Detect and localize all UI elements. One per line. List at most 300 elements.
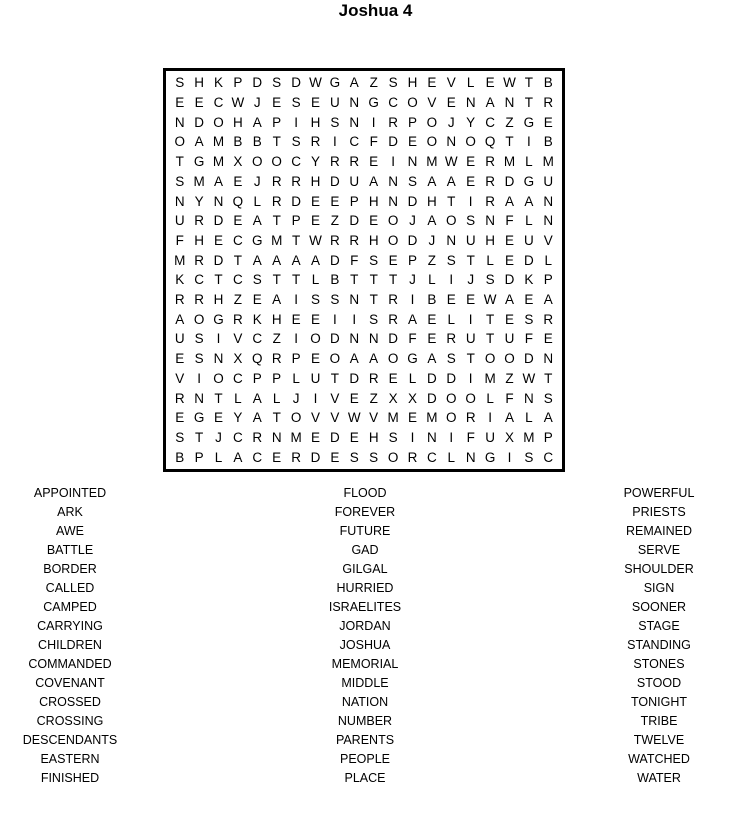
grid-letter[interactable]: S <box>175 429 185 445</box>
grid-letter[interactable]: I <box>449 272 454 288</box>
grid-letter[interactable]: E <box>466 173 476 189</box>
grid-letter[interactable]: I <box>468 370 473 386</box>
grid-letter[interactable]: M <box>523 429 535 445</box>
grid-letter[interactable]: H <box>310 114 321 130</box>
grid-letter[interactable]: B <box>543 134 553 150</box>
grid-letter[interactable]: C <box>543 449 554 465</box>
grid-letter[interactable]: T <box>524 75 534 91</box>
grid-letter[interactable]: S <box>272 75 282 91</box>
grid-letter[interactable]: F <box>505 390 514 406</box>
grid-letter[interactable]: D <box>213 252 224 268</box>
grid-letter[interactable]: N <box>543 193 554 209</box>
grid-letter[interactable]: S <box>446 351 456 367</box>
grid-letter[interactable]: T <box>194 429 204 445</box>
grid-letter[interactable]: C <box>349 134 360 150</box>
grid-letter[interactable]: O <box>387 449 399 465</box>
grid-letter[interactable]: N <box>427 429 437 445</box>
grid-letter[interactable]: L <box>292 370 300 386</box>
grid-letter[interactable]: E <box>233 213 243 229</box>
grid-letter[interactable]: O <box>426 134 438 150</box>
grid-letter[interactable]: X <box>504 429 514 445</box>
grid-letter[interactable]: C <box>485 114 495 130</box>
grid-letter[interactable]: E <box>194 95 204 111</box>
grid-letter[interactable]: N <box>543 351 554 367</box>
grid-letter[interactable]: S <box>330 114 340 130</box>
grid-letter[interactable]: G <box>523 173 535 189</box>
grid-letter[interactable]: A <box>369 173 379 189</box>
grid-letter[interactable]: H <box>368 232 379 248</box>
grid-letter[interactable]: N <box>271 429 282 445</box>
grid-letter[interactable]: G <box>193 154 205 170</box>
grid-letter[interactable]: U <box>465 232 476 248</box>
grid-letter[interactable]: B <box>175 449 185 465</box>
grid-letter[interactable]: I <box>352 311 357 327</box>
grid-letter[interactable]: T <box>233 252 243 268</box>
grid-letter[interactable]: H <box>407 75 418 91</box>
grid-letter[interactable]: W <box>483 292 497 308</box>
grid-letter[interactable]: M <box>426 410 438 426</box>
grid-letter[interactable]: O <box>465 134 476 150</box>
grid-letter[interactable]: G <box>213 311 224 327</box>
grid-letter[interactable]: B <box>233 134 243 150</box>
grid-letter[interactable]: N <box>194 390 204 406</box>
grid-letter[interactable]: T <box>291 232 301 248</box>
grid-letter[interactable]: B <box>427 292 437 308</box>
grid-letter[interactable]: E <box>310 351 320 367</box>
grid-letter[interactable]: I <box>449 429 454 445</box>
grid-letter[interactable]: Q <box>232 193 244 209</box>
grid-letter[interactable]: S <box>291 134 301 150</box>
grid-letter[interactable]: E <box>272 95 282 111</box>
grid-letter[interactable]: R <box>174 390 185 406</box>
grid-letter[interactable]: U <box>543 173 554 189</box>
grid-letter[interactable]: U <box>349 173 360 189</box>
grid-letter[interactable]: E <box>504 311 514 327</box>
grid-letter[interactable]: R <box>543 95 554 111</box>
grid-letter[interactable]: E <box>175 410 185 426</box>
grid-letter[interactable]: N <box>368 331 379 347</box>
grid-letter[interactable]: E <box>369 154 379 170</box>
grid-letter[interactable]: Z <box>505 370 514 386</box>
grid-letter[interactable]: O <box>271 154 282 170</box>
grid-letter[interactable]: J <box>428 232 436 248</box>
grid-letter[interactable]: R <box>271 173 282 189</box>
grid-letter[interactable]: K <box>524 272 534 288</box>
grid-letter[interactable]: C <box>233 429 243 445</box>
grid-letter[interactable]: A <box>252 114 262 130</box>
grid-letter[interactable]: R <box>233 311 243 327</box>
grid-letter[interactable]: R <box>485 193 495 209</box>
grid-letter[interactable]: C <box>213 95 224 111</box>
grid-letter[interactable]: M <box>174 252 186 268</box>
grid-letter[interactable]: P <box>543 272 553 288</box>
grid-letter[interactable]: R <box>485 173 495 189</box>
grid-letter[interactable]: F <box>408 331 417 347</box>
grid-letter[interactable]: S <box>349 449 359 465</box>
grid-letter[interactable]: I <box>216 331 221 347</box>
grid-letter[interactable]: V <box>233 331 243 347</box>
grid-letter[interactable]: H <box>485 232 495 248</box>
grid-letter[interactable]: K <box>213 75 223 91</box>
grid-letter[interactable]: U <box>310 370 321 386</box>
grid-letter[interactable]: M <box>387 410 399 426</box>
grid-letter[interactable]: S <box>388 429 398 445</box>
grid-letter[interactable]: T <box>524 95 534 111</box>
grid-letter[interactable]: O <box>387 351 399 367</box>
grid-letter[interactable]: D <box>330 331 340 347</box>
grid-letter[interactable]: O <box>213 114 224 130</box>
grid-letter[interactable]: A <box>272 292 282 308</box>
grid-letter[interactable]: E <box>330 449 340 465</box>
grid-letter[interactable]: T <box>369 272 378 288</box>
grid-letter[interactable]: V <box>543 232 553 248</box>
grid-letter[interactable]: S <box>369 311 379 327</box>
grid-letter[interactable]: O <box>426 114 438 130</box>
grid-letter[interactable]: A <box>252 213 262 229</box>
grid-letter[interactable]: H <box>194 232 204 248</box>
grid-letter[interactable]: J <box>467 272 475 288</box>
grid-letter[interactable]: L <box>408 370 417 386</box>
grid-letter[interactable]: E <box>427 331 437 347</box>
grid-letter[interactable]: E <box>504 232 514 248</box>
grid-letter[interactable]: U <box>524 232 534 248</box>
grid-letter[interactable]: N <box>174 114 185 130</box>
grid-letter[interactable]: R <box>291 449 301 465</box>
grid-letter[interactable]: A <box>349 351 359 367</box>
grid-letter[interactable]: E <box>407 410 417 426</box>
grid-letter[interactable]: F <box>369 134 378 150</box>
grid-letter[interactable]: N <box>349 331 360 347</box>
grid-letter[interactable]: I <box>371 114 376 130</box>
grid-letter[interactable]: N <box>407 154 418 170</box>
grid-letter[interactable]: S <box>252 272 262 288</box>
grid-letter[interactable]: R <box>271 193 282 209</box>
grid-letter[interactable]: E <box>427 75 437 91</box>
grid-letter[interactable]: R <box>446 331 457 347</box>
grid-letter[interactable]: R <box>407 449 418 465</box>
grid-letter[interactable]: A <box>407 311 417 327</box>
grid-letter[interactable]: L <box>447 311 456 327</box>
grid-letter[interactable]: O <box>290 410 302 426</box>
grid-letter[interactable]: T <box>272 134 281 150</box>
grid-letter[interactable]: D <box>388 134 398 150</box>
grid-letter[interactable]: J <box>253 173 261 189</box>
grid-letter[interactable]: A <box>543 292 553 308</box>
grid-letter[interactable]: Z <box>427 252 437 268</box>
grid-letter[interactable]: T <box>330 370 340 386</box>
grid-letter[interactable]: L <box>525 154 533 170</box>
grid-letter[interactable]: R <box>194 252 204 268</box>
grid-letter[interactable]: S <box>194 351 204 367</box>
grid-letter[interactable]: Y <box>310 154 320 170</box>
grid-letter[interactable]: D <box>524 351 534 367</box>
grid-letter[interactable]: N <box>349 95 360 111</box>
grid-letter[interactable]: F <box>350 252 359 268</box>
grid-letter[interactable]: I <box>410 429 415 445</box>
grid-letter[interactable]: D <box>427 390 437 406</box>
grid-letter[interactable]: M <box>290 429 302 445</box>
grid-letter[interactable]: A <box>291 252 301 268</box>
grid-letter[interactable]: N <box>349 114 360 130</box>
grid-letter[interactable]: E <box>388 370 398 386</box>
grid-letter[interactable]: D <box>330 252 340 268</box>
grid-letter[interactable]: E <box>369 213 379 229</box>
grid-letter[interactable]: D <box>330 173 340 189</box>
grid-letter[interactable]: B <box>252 134 262 150</box>
grid-letter[interactable]: E <box>427 311 437 327</box>
grid-letter[interactable]: S <box>330 292 340 308</box>
grid-letter[interactable]: A <box>427 351 437 367</box>
grid-letter[interactable]: G <box>407 351 418 367</box>
grid-letter[interactable]: X <box>407 390 417 406</box>
grid-letter[interactable]: P <box>291 351 301 367</box>
grid-letter[interactable]: D <box>446 370 457 386</box>
grid-letter[interactable]: P <box>233 75 243 91</box>
grid-letter[interactable]: R <box>271 351 282 367</box>
grid-letter[interactable]: T <box>485 331 495 347</box>
grid-letter[interactable]: I <box>313 390 318 406</box>
grid-letter[interactable]: C <box>427 449 437 465</box>
grid-letter[interactable]: R <box>310 134 321 150</box>
grid-letter[interactable]: U <box>465 331 476 347</box>
grid-letter[interactable]: J <box>409 213 416 229</box>
grid-letter[interactable]: L <box>253 193 262 209</box>
grid-letter[interactable]: S <box>291 95 301 111</box>
grid-letter[interactable]: W <box>231 95 245 111</box>
grid-letter[interactable]: R <box>291 173 301 189</box>
grid-letter[interactable]: O <box>446 410 457 426</box>
grid-letter[interactable]: Z <box>369 75 378 91</box>
grid-letter[interactable]: E <box>466 292 476 308</box>
grid-letter[interactable]: O <box>465 390 476 406</box>
grid-letter[interactable]: A <box>349 75 359 91</box>
grid-letter[interactable]: M <box>193 173 205 189</box>
grid-letter[interactable]: Q <box>484 134 496 150</box>
grid-letter[interactable]: R <box>349 232 360 248</box>
grid-letter[interactable]: D <box>504 173 515 189</box>
grid-letter[interactable]: S <box>543 390 553 406</box>
grid-letter[interactable]: V <box>330 390 340 406</box>
grid-letter[interactable]: Z <box>369 390 378 406</box>
grid-letter[interactable]: E <box>388 252 398 268</box>
grid-letter[interactable]: W <box>309 232 322 248</box>
grid-letter[interactable]: H <box>368 429 379 445</box>
grid-letter[interactable]: R <box>330 154 340 170</box>
grid-letter[interactable]: S <box>175 75 185 91</box>
grid-letter[interactable]: T <box>505 134 514 150</box>
grid-letter[interactable]: M <box>503 154 516 170</box>
grid-letter[interactable]: P <box>194 449 204 465</box>
grid-letter[interactable]: N <box>465 95 476 111</box>
grid-letter[interactable]: Z <box>272 331 281 347</box>
grid-letter[interactable]: R <box>388 114 398 130</box>
grid-letter[interactable]: I <box>333 311 337 327</box>
grid-letter[interactable]: E <box>252 292 262 308</box>
grid-letter[interactable]: T <box>272 213 281 229</box>
grid-letter[interactable]: M <box>542 154 554 170</box>
word-search-grid[interactable] <box>163 68 565 472</box>
grid-letter[interactable]: T <box>466 351 475 367</box>
grid-letter[interactable]: T <box>388 272 398 288</box>
grid-letter[interactable]: G <box>252 232 263 248</box>
grid-letter[interactable]: E <box>543 331 553 347</box>
grid-letter[interactable]: O <box>329 351 341 367</box>
grid-letter[interactable]: I <box>468 311 473 327</box>
grid-letter[interactable]: T <box>485 311 495 327</box>
grid-letter[interactable]: S <box>369 252 379 268</box>
grid-letter[interactable]: N <box>446 232 457 248</box>
grid-letter[interactable]: R <box>330 232 340 248</box>
grid-letter[interactable]: L <box>234 390 242 406</box>
grid-letter[interactable]: D <box>291 193 301 209</box>
grid-letter[interactable]: E <box>330 193 340 209</box>
grid-letter[interactable]: P <box>349 193 359 209</box>
grid-letter[interactable]: V <box>369 410 379 426</box>
grid-letter[interactable]: C <box>194 272 204 288</box>
grid-letter[interactable]: E <box>466 154 476 170</box>
grid-letter[interactable]: A <box>175 311 185 327</box>
grid-letter[interactable]: B <box>330 272 340 288</box>
grid-letter[interactable]: E <box>175 95 185 111</box>
grid-letter[interactable]: O <box>407 95 418 111</box>
grid-letter[interactable]: G <box>523 114 535 130</box>
grid-letter[interactable]: T <box>214 272 223 288</box>
grid-letter[interactable]: P <box>407 252 417 268</box>
grid-letter[interactable]: S <box>310 292 320 308</box>
grid-letter[interactable]: E <box>233 173 243 189</box>
grid-letter[interactable]: W <box>522 370 536 386</box>
grid-letter[interactable]: T <box>544 370 553 386</box>
grid-letter[interactable]: D <box>252 75 263 91</box>
grid-letter[interactable]: C <box>291 154 301 170</box>
grid-letter[interactable]: R <box>465 410 476 426</box>
grid-letter[interactable]: A <box>504 410 514 426</box>
grid-letter[interactable]: D <box>310 449 321 465</box>
grid-letter[interactable]: E <box>504 252 514 268</box>
grid-letter[interactable]: D <box>194 114 204 130</box>
grid-letter[interactable]: V <box>310 410 320 426</box>
grid-letter[interactable]: H <box>194 75 204 91</box>
grid-letter[interactable]: L <box>525 213 533 229</box>
grid-letter[interactable]: Z <box>330 213 340 229</box>
grid-letter[interactable]: R <box>388 311 398 327</box>
grid-letter[interactable]: A <box>252 390 262 406</box>
grid-letter[interactable]: H <box>213 292 224 308</box>
grid-letter[interactable]: D <box>349 370 360 386</box>
grid-letter[interactable]: O <box>446 213 457 229</box>
grid-letter[interactable]: I <box>333 134 337 150</box>
grid-letter[interactable]: L <box>214 449 223 465</box>
grid-letter[interactable]: X <box>233 154 243 170</box>
grid-letter[interactable]: J <box>409 272 416 288</box>
grid-letter[interactable]: P <box>407 114 417 130</box>
grid-letter[interactable]: J <box>253 95 261 111</box>
grid-letter[interactable]: R <box>543 311 554 327</box>
grid-letter[interactable]: V <box>175 370 185 386</box>
grid-letter[interactable]: E <box>543 114 553 130</box>
grid-letter[interactable]: A <box>504 292 514 308</box>
grid-letter[interactable]: E <box>446 95 456 111</box>
grid-letter[interactable]: E <box>446 292 456 308</box>
grid-letter[interactable]: G <box>193 410 205 426</box>
grid-letter[interactable]: R <box>368 370 379 386</box>
grid-letter[interactable]: O <box>193 311 205 327</box>
grid-letter[interactable]: T <box>369 292 378 308</box>
grid-letter[interactable]: D <box>330 429 340 445</box>
grid-letter[interactable]: S <box>524 311 534 327</box>
grid-letter[interactable]: L <box>525 410 533 426</box>
grid-letter[interactable]: E <box>407 134 417 150</box>
grid-letter[interactable]: A <box>252 410 262 426</box>
grid-letter[interactable]: L <box>428 272 436 288</box>
grid-letter[interactable]: S <box>407 173 417 189</box>
grid-letter[interactable]: I <box>468 193 473 209</box>
grid-letter[interactable]: I <box>410 292 415 308</box>
grid-letter[interactable]: O <box>252 154 263 170</box>
grid-letter[interactable]: A <box>252 252 262 268</box>
grid-letter[interactable]: M <box>212 134 225 150</box>
grid-letter[interactable]: G <box>368 95 379 111</box>
grid-letter[interactable]: A <box>272 252 282 268</box>
grid-letter[interactable]: N <box>213 351 224 367</box>
grid-letter[interactable]: R <box>388 292 398 308</box>
grid-letter[interactable]: S <box>194 331 204 347</box>
grid-letter[interactable]: T <box>291 272 301 288</box>
grid-letter[interactable]: V <box>330 410 340 426</box>
grid-letter[interactable]: B <box>543 75 553 91</box>
grid-letter[interactable]: W <box>444 154 458 170</box>
grid-letter[interactable]: D <box>349 213 360 229</box>
grid-letter[interactable]: U <box>330 95 340 111</box>
grid-letter[interactable]: E <box>310 193 320 209</box>
grid-letter[interactable]: K <box>175 272 185 288</box>
grid-letter[interactable]: R <box>485 154 495 170</box>
grid-letter[interactable]: A <box>446 173 456 189</box>
grid-letter[interactable]: H <box>368 193 379 209</box>
grid-letter[interactable]: S <box>466 213 476 229</box>
grid-letter[interactable]: I <box>527 134 531 150</box>
grid-letter[interactable]: A <box>310 252 320 268</box>
grid-letter[interactable]: N <box>543 213 554 229</box>
grid-letter[interactable]: O <box>387 232 399 248</box>
grid-letter[interactable]: L <box>486 390 494 406</box>
grid-letter[interactable]: A <box>427 173 437 189</box>
grid-letter[interactable]: E <box>213 410 223 426</box>
grid-letter[interactable]: E <box>310 213 320 229</box>
grid-letter[interactable]: I <box>391 154 395 170</box>
grid-letter[interactable]: V <box>427 95 437 111</box>
grid-letter[interactable]: C <box>252 449 263 465</box>
grid-letter[interactable]: T <box>272 272 281 288</box>
grid-letter[interactable]: H <box>233 114 243 130</box>
grid-letter[interactable]: D <box>407 232 418 248</box>
grid-letter[interactable]: H <box>427 193 437 209</box>
grid-letter[interactable]: D <box>291 75 301 91</box>
grid-letter[interactable]: X <box>388 390 398 406</box>
grid-letter[interactable]: M <box>426 154 438 170</box>
grid-letter[interactable]: I <box>488 410 492 426</box>
grid-letter[interactable]: I <box>294 331 298 347</box>
grid-letter[interactable]: K <box>252 311 262 327</box>
grid-letter[interactable]: M <box>271 232 283 248</box>
grid-letter[interactable]: O <box>310 331 321 347</box>
grid-letter[interactable]: H <box>271 311 282 327</box>
grid-letter[interactable]: T <box>350 272 359 288</box>
grid-letter[interactable]: A <box>213 173 223 189</box>
grid-letter[interactable]: W <box>503 75 516 91</box>
grid-letter[interactable]: F <box>524 331 534 347</box>
grid-letter[interactable]: A <box>524 193 534 209</box>
